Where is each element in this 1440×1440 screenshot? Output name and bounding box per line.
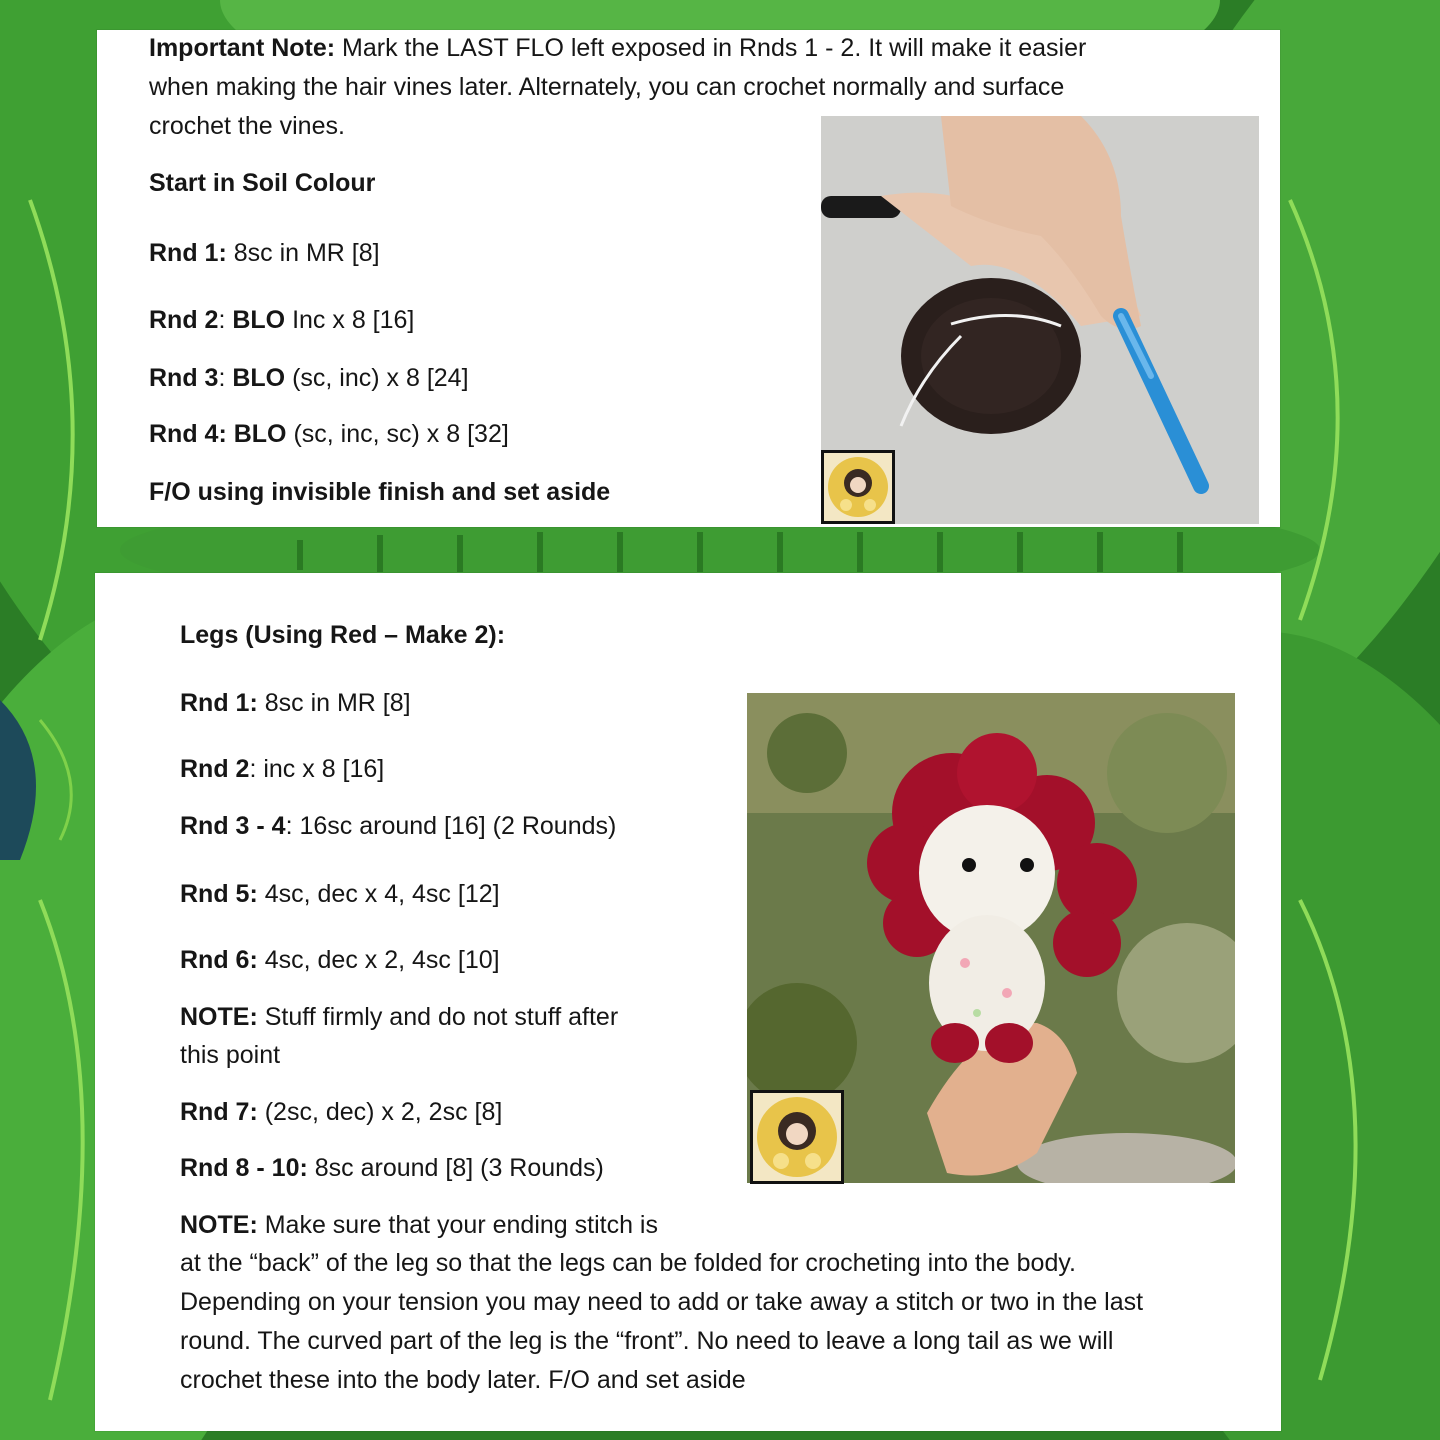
round-label: Rnd 1:: [149, 239, 227, 267]
round-label: Rnd 1:: [180, 689, 258, 717]
ending-note-line-5: crochet these into the body later. F/O and set aside: [180, 1366, 746, 1394]
soil-round-1: [149, 234, 380, 273]
legs-instructions-panel: [95, 573, 1281, 1431]
legs-round-7: [180, 1093, 502, 1132]
round-text: Inc x 8 [16]: [285, 306, 415, 334]
round-blo: BLO: [232, 306, 286, 334]
round-text: 8sc in MR [8]: [226, 239, 380, 267]
round-label: Rnd 6:: [180, 946, 258, 974]
important-note-label: Important Note:: [149, 34, 336, 62]
stuff-note-line-1: [180, 998, 618, 1037]
legs-round-1: [180, 684, 411, 723]
ending-note-line-2: at the “back” of the leg so that the legs can be folded for crocheting into the body.: [180, 1249, 1076, 1277]
round-text: 8sc in MR [8]: [257, 689, 411, 717]
round-text: 4sc, dec x 4, 4sc [12]: [257, 880, 500, 908]
round-label: Rnd 3 - 4: [180, 812, 286, 840]
round-label: Rnd 2: [180, 755, 250, 783]
legs-round-5: [180, 875, 500, 914]
round-text: (2sc, dec) x 2, 2sc [8]: [257, 1098, 503, 1126]
ending-note-line-3: Depending on your tension you may need to add or take away a stitch or two in the last: [180, 1288, 1144, 1316]
round-label: Rnd 2: [149, 306, 219, 334]
note-text: Make sure that your ending stitch is: [257, 1211, 658, 1239]
note-text: Stuff firmly and do not stuff after: [257, 1003, 619, 1031]
important-note-line: [149, 29, 1086, 68]
round-blo: BLO: [233, 420, 287, 448]
legs-heading: Legs (Using Red – Make 2):: [180, 621, 506, 649]
round-label: Rnd 3: [149, 364, 219, 392]
round-label: Rnd 8 - 10:: [180, 1154, 308, 1182]
round-colon: :: [218, 306, 233, 334]
important-note-line-2: when making the hair vines later. Alternately, you can crochet normally and surface: [149, 73, 1065, 101]
legs-round-6: [180, 941, 500, 980]
soil-instructions-panel: [97, 30, 1280, 527]
round-colon: :: [218, 364, 233, 392]
round-text: : inc x 8 [16]: [249, 755, 385, 783]
round-label: Rnd 4:: [149, 420, 227, 448]
designer-logo-badge: [750, 1090, 844, 1184]
legs-round-2: [180, 750, 384, 789]
round-blo: BLO: [232, 364, 286, 392]
round-text: 4sc, dec x 2, 4sc [10]: [257, 946, 500, 974]
soil-round-3: [149, 359, 469, 398]
legs-round-8-10: [180, 1149, 604, 1188]
designer-logo-badge: [821, 450, 895, 524]
round-text: (sc, inc) x 8 [24]: [285, 364, 469, 392]
soil-finish-instruction: F/O using invisible finish and set aside: [149, 478, 611, 506]
soil-round-2: [149, 301, 414, 340]
soil-round-4: [149, 415, 509, 454]
important-note-text: Mark the LAST FLO left exposed in Rnds 1 - 2. It will make it easier: [335, 34, 1087, 62]
legs-round-3-4: [180, 807, 616, 846]
ending-note-line-4: round. The curved part of the leg is the “front”. No need to leave a long tail as we will: [180, 1327, 1114, 1355]
ending-note-line-1: [180, 1206, 658, 1245]
round-text: (sc, inc, sc) x 8 [32]: [286, 420, 509, 448]
soil-heading: Start in Soil Colour: [149, 169, 376, 197]
round-text: : 16sc around [16] (2 Rounds): [285, 812, 617, 840]
round-label: Rnd 5:: [180, 880, 258, 908]
round-colon: [227, 420, 234, 448]
note-label: NOTE:: [180, 1003, 258, 1031]
round-label: Rnd 7:: [180, 1098, 258, 1126]
stuff-note-line-2: this point: [180, 1041, 281, 1069]
important-note-line-3: crochet the vines.: [149, 112, 345, 140]
note-label: NOTE:: [180, 1211, 258, 1239]
round-text: 8sc around [8] (3 Rounds): [307, 1154, 604, 1182]
